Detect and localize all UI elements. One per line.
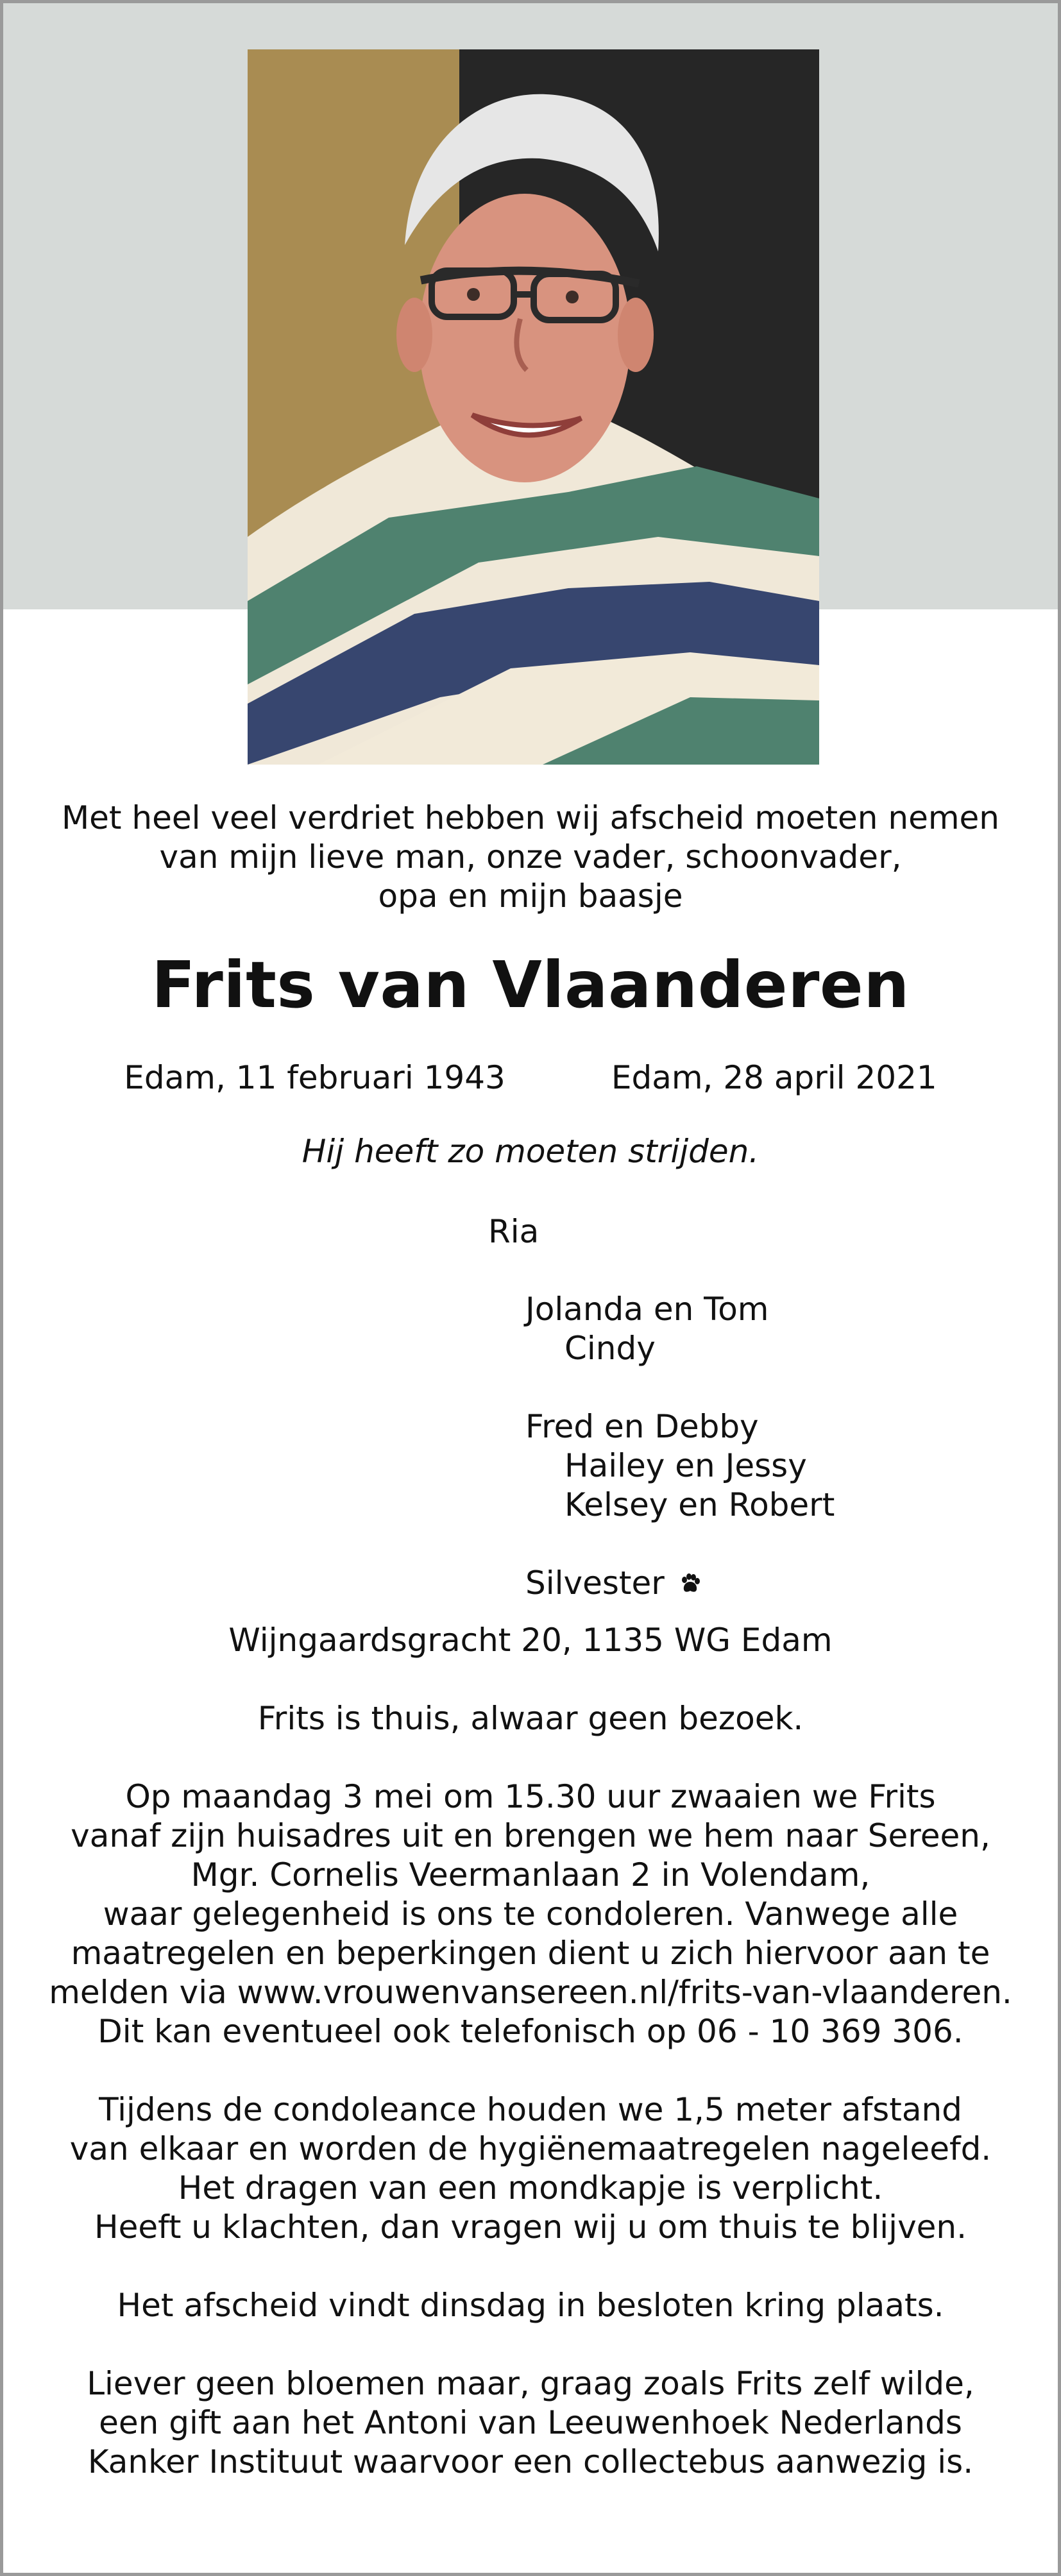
ceremony-line: Op maandag 3 mei om 15.30 uur zwaaien we Frits (125, 1778, 936, 1815)
grandchild-1: Cindy (564, 1330, 656, 1367)
covid-line: Heeft u klachten, dan vragen wij u om thuis te blijven. (94, 2208, 967, 2246)
grandchild-2: Hailey en Jessy (564, 1447, 807, 1484)
birth-death-dates (3, 1058, 1058, 1097)
covid-line: Het dragen van een mondkapje is verplicht. (178, 2169, 883, 2207)
ceremony-line: waar gelegenheid is ons te condoleren. Vanwege alle (103, 1895, 958, 1933)
birth-date: Edam, 11 februari 1943 (124, 1059, 505, 1096)
covid-line: Tijdens de condoleance houden we 1,5 meter afstand (99, 2091, 962, 2128)
intro-line: Met heel veel verdriet hebben wij afscheid moeten nemen (62, 799, 999, 836)
child-family-1: Jolanda en Tom (525, 1291, 769, 1328)
visitation-text: Frits is thuis, alwaar geen bezoek. (257, 1700, 804, 1737)
spouse-name: Ria (488, 1213, 539, 1250)
deceased-name: Frits van Vlaanderen (151, 947, 910, 1022)
death-date: Edam, 28 april 2021 (611, 1059, 937, 1096)
private-farewell-text: Het afscheid vindt dinsdag in besloten kring plaats. (117, 2287, 944, 2324)
ceremony-line: melden via www.vrouwenvansereen.nl/frits-van-vlaanderen. (49, 1974, 1012, 2011)
donation-line: Kanker Instituut waarvoor een collectebus aanwezig is. (87, 2443, 974, 2480)
intro-line: van mijn lieve man, onze vader, schoonvader, (159, 838, 902, 876)
grandchild-3: Kelsey en Robert (564, 1486, 835, 1523)
portrait-photo (248, 49, 819, 765)
intro-line: opa en mijn baasje (378, 877, 683, 915)
covid-line: van elkaar en worden de hygiënemaatregelen nageleefd. (69, 2130, 992, 2167)
child-family-2: Fred en Debby (525, 1408, 759, 1445)
pet-line (525, 1564, 702, 1603)
ceremony-line: maatregelen en beperkingen dient u zich hiervoor aan te (71, 1935, 990, 1972)
donation-text (3, 2364, 1058, 2482)
address: Wijngaardsgracht 20, 1135 WG Edam (228, 1622, 833, 1659)
ceremony-line: Dit kan eventueel ook telefonisch op 06 - 10 369 306. (98, 2013, 963, 2050)
portrait-illustration (248, 49, 819, 765)
intro-text (3, 799, 1058, 916)
ceremony-line: Mgr. Cornelis Veermanlaan 2 in Volendam, (191, 1856, 870, 1894)
family-list (3, 1171, 1058, 1602)
ceremony-line: vanaf zijn huisadres uit en brengen we hem naar Sereen, (71, 1817, 990, 1854)
donation-line: Liever geen bloemen maar, graag zoals Frits zelf wilde, (87, 2365, 974, 2402)
ceremony-text (3, 1777, 1058, 2051)
covid-measures-text (3, 2090, 1058, 2247)
donation-line: een gift aan het Antoni van Leeuwenhoek Nederlands (99, 2404, 962, 2441)
obituary-content (3, 799, 1058, 2482)
paw-print-icon (679, 1572, 702, 1595)
motto: Hij heeft zo moeten strijden. (301, 1133, 760, 1170)
pet-name: Silvester (525, 1564, 665, 1602)
